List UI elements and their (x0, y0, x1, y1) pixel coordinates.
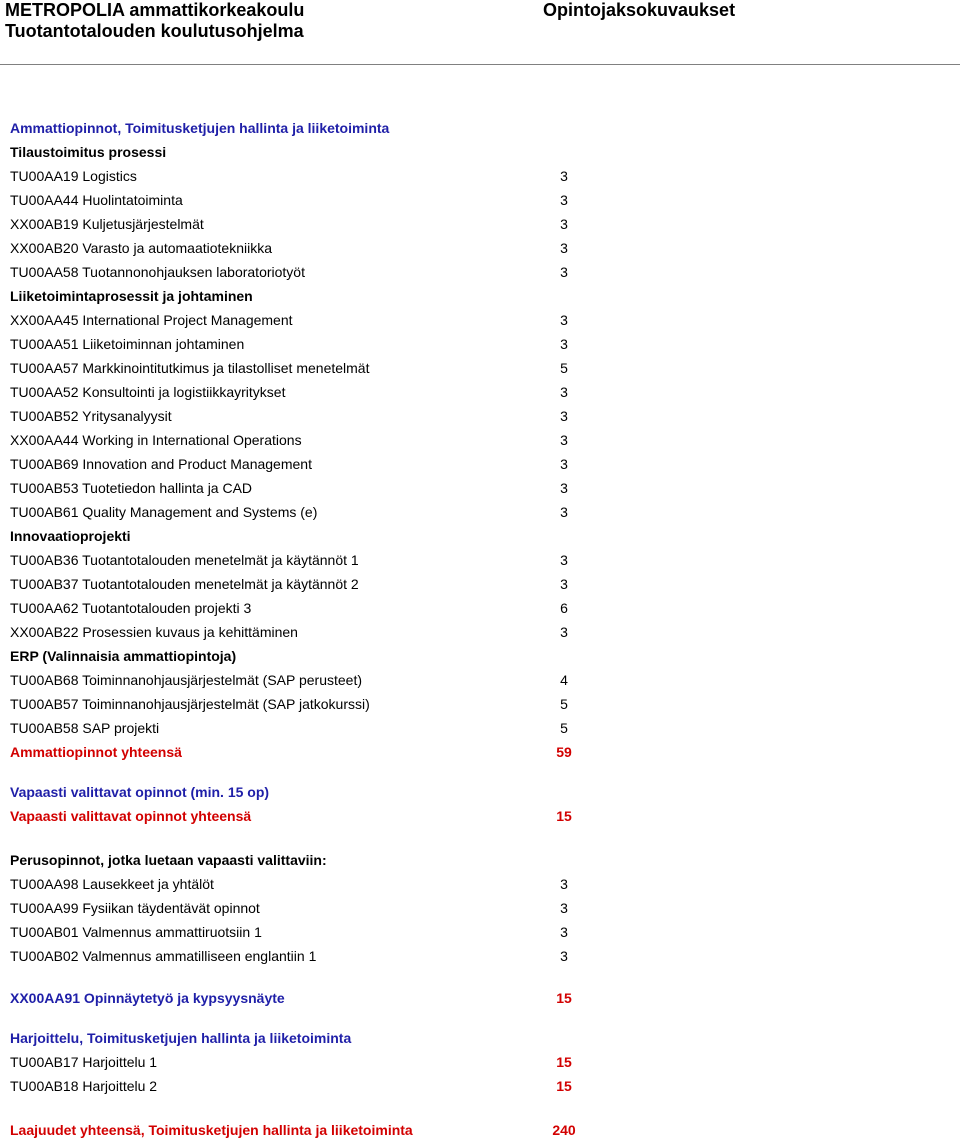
course-row (0, 872, 960, 896)
heading-label: Ammattiopinnot, Toimitusketjujen hallinta ja liiketoiminta (10, 120, 390, 136)
course-label: TU00AB36 Tuotantotalouden menetelmät ja käytännöt 1 (10, 552, 359, 568)
course-label: XX00AB20 Varasto ja automaatiotekniikka (10, 240, 273, 256)
credits-value: 3 (560, 192, 568, 208)
credits-value: 3 (560, 876, 568, 892)
section-heading (0, 140, 960, 164)
credits-value: 3 (560, 216, 568, 232)
course-row (0, 572, 960, 596)
program-name: Tuotantotalouden koulutusohjelma (5, 21, 304, 41)
heading-label: Vapaasti valittavat opinnot (min. 15 op) (10, 784, 270, 800)
course-label: TU00AB52 Yritysanalyysit (10, 408, 172, 424)
course-row (0, 188, 960, 212)
course-label: TU00AB61 Quality Management and Systems (e) (10, 504, 318, 520)
credits-value: 5 (560, 720, 568, 736)
credits-value: 3 (560, 948, 568, 964)
heading-label: Perusopinnot, jotka luetaan vapaasti valittaviin: (10, 852, 327, 868)
credits-value: 15 (556, 1054, 572, 1070)
course-label: TU00AA98 Lausekkeet ja yhtälöt (10, 876, 214, 892)
course-label: Vapaasti valittavat opinnot yhteensä (10, 808, 252, 824)
course-row (0, 920, 960, 944)
credits-value: 15 (556, 990, 572, 1006)
course-label: Ammattiopinnot yhteensä (10, 744, 182, 760)
heading-label: Harjoittelu, Toimitusketjujen hallinta ja liiketoiminta (10, 1030, 352, 1046)
course-row (0, 356, 960, 380)
course-row (0, 500, 960, 524)
header-divider (0, 64, 960, 65)
heading-label: ERP (Valinnaisia ammattiopintoja) (10, 648, 237, 664)
course-row (0, 476, 960, 500)
credits-value: 3 (560, 924, 568, 940)
course-label: TU00AB57 Toiminnanohjausjärjestelmät (SAP jatkokurssi) (10, 696, 370, 712)
heading-label: Innovaatioprojekti (10, 528, 131, 544)
section-heading (0, 284, 960, 308)
course-label: TU00AB69 Innovation and Product Management (10, 456, 312, 472)
credits-value: 5 (560, 696, 568, 712)
section-heading (0, 848, 960, 872)
course-label: TU00AA19 Logistics (10, 168, 137, 184)
course-row (0, 428, 960, 452)
credits-value: 3 (560, 480, 568, 496)
course-label: TU00AA52 Konsultointi ja logistiikkayritykset (10, 384, 286, 400)
course-label: TU00AB17 Harjoittelu 1 (10, 1054, 158, 1070)
course-label: TU00AB18 Harjoittelu 2 (10, 1078, 158, 1094)
course-label: Laajuudet yhteensä, Toimitusketjujen hallinta ja liiketoiminta (10, 1122, 413, 1138)
course-label: XX00AB19 Kuljetusjärjestelmät (10, 216, 204, 232)
credits-value: 3 (560, 168, 568, 184)
credits-value: 5 (560, 360, 568, 376)
course-row (0, 212, 960, 236)
course-row (0, 986, 960, 1010)
credits-value: 3 (560, 312, 568, 328)
credits-value: 3 (560, 900, 568, 916)
credits-value: 15 (556, 1078, 572, 1094)
credits-value: 4 (560, 672, 568, 688)
course-row (0, 620, 960, 644)
course-row (0, 236, 960, 260)
course-row (0, 716, 960, 740)
course-label: XX00AA45 International Project Management (10, 312, 293, 328)
course-row (0, 548, 960, 572)
heading-label: Tilaustoimitus prosessi (10, 144, 167, 160)
credits-value: 3 (560, 336, 568, 352)
credits-value: 15 (556, 808, 572, 824)
course-row (0, 896, 960, 920)
course-row (0, 404, 960, 428)
course-label: XX00AB22 Prosessien kuvaus ja kehittäminen (10, 624, 298, 640)
credits-value: 3 (560, 240, 568, 256)
course-label: XX00AA44 Working in International Operations (10, 432, 302, 448)
section-heading (0, 1026, 960, 1050)
section-heading (0, 644, 960, 668)
credits-value: 3 (560, 504, 568, 520)
course-label: TU00AB53 Tuotetiedon hallinta ja CAD (10, 480, 253, 496)
document-title: Opintojaksokuvaukset (543, 0, 736, 20)
course-label: XX00AA91 Opinnäytetyö ja kypsyysnäyte (10, 990, 285, 1006)
course-row (0, 380, 960, 404)
credits-value: 3 (560, 552, 568, 568)
course-label: TU00AA62 Tuotantotalouden projekti 3 (10, 600, 252, 616)
course-row (0, 596, 960, 620)
credits-value: 3 (560, 408, 568, 424)
course-row (0, 164, 960, 188)
section-heading (0, 524, 960, 548)
credits-value: 3 (560, 264, 568, 280)
course-row (0, 692, 960, 716)
course-label: TU00AA58 Tuotannonohjauksen laboratoriotyöt (10, 264, 305, 280)
total-row (0, 1118, 960, 1142)
course-row (0, 1074, 960, 1098)
course-row (0, 944, 960, 968)
course-label: TU00AB37 Tuotantotalouden menetelmät ja käytännöt 2 (10, 576, 359, 592)
course-label: TU00AA99 Fysiikan täydentävät opinnot (10, 900, 260, 916)
credits-value: 3 (560, 432, 568, 448)
credits-value: 3 (560, 456, 568, 472)
course-label: TU00AB58 SAP projekti (10, 720, 160, 736)
credits-value: 3 (560, 624, 568, 640)
credits-value: 3 (560, 384, 568, 400)
course-row (0, 260, 960, 284)
course-label: TU00AB01 Valmennus ammattiruotsiin 1 (10, 924, 262, 940)
course-label: TU00AB02 Valmennus ammatilliseen englantiin 1 (10, 948, 317, 964)
course-row (0, 308, 960, 332)
course-label: TU00AA44 Huolintatoiminta (10, 192, 183, 208)
heading-label: Liiketoimintaprosessit ja johtaminen (10, 288, 253, 304)
organization-name: METROPOLIA ammattikorkeakoulu (5, 0, 305, 20)
credits-value: 240 (552, 1122, 576, 1138)
credits-value: 59 (556, 744, 572, 760)
course-label: TU00AA57 Markkinointitutkimus ja tilastolliset menetelmät (10, 360, 370, 376)
total-row (0, 804, 960, 828)
course-row (0, 1050, 960, 1074)
course-label: TU00AA51 Liiketoiminnan johtaminen (10, 336, 245, 352)
total-row (0, 740, 960, 764)
course-row (0, 668, 960, 692)
credits-value: 3 (560, 576, 568, 592)
course-label: TU00AB68 Toiminnanohjausjärjestelmät (SAP perusteet) (10, 672, 363, 688)
course-row (0, 332, 960, 356)
section-heading (0, 116, 960, 140)
section-heading (0, 780, 960, 804)
credits-value: 6 (560, 600, 568, 616)
course-row (0, 452, 960, 476)
